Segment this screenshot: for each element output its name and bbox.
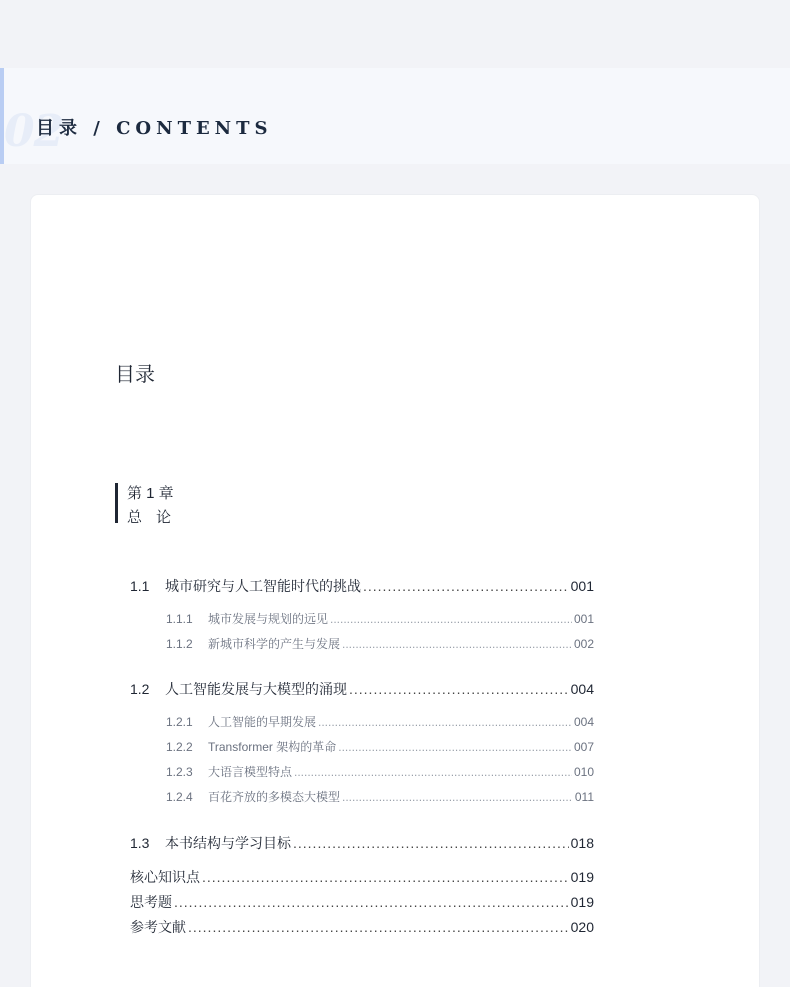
subsection-page: 007	[573, 740, 594, 754]
leader-dots	[363, 578, 569, 594]
leader-dots	[202, 869, 569, 885]
leader-dots	[338, 740, 572, 754]
subsection-page: 001	[573, 612, 594, 626]
leader-dots	[330, 612, 572, 626]
extra-title: 参考文献	[130, 919, 186, 935]
leader-dots	[174, 894, 569, 910]
subsection-page: 004	[573, 715, 594, 729]
section-number: 1.2	[130, 681, 150, 697]
toc-questions[interactable]	[130, 892, 594, 912]
subsection-title: 新城市科学的产生与发展	[208, 637, 341, 651]
leader-dots	[188, 919, 569, 935]
chapter-number: 第 1 章	[127, 485, 174, 502]
leader-dots	[293, 835, 569, 851]
toc-section-1-3[interactable]	[130, 833, 594, 853]
subsection-number: 1.2.3	[166, 765, 193, 779]
toc-references[interactable]	[130, 917, 594, 937]
leader-dots	[342, 790, 573, 804]
section-title: 城市研究与人工智能时代的挑战	[165, 578, 361, 594]
leader-dots	[318, 715, 572, 729]
toc-section-1-2[interactable]	[130, 679, 594, 699]
leader-dots	[294, 765, 572, 779]
subsection-page: 002	[573, 637, 594, 651]
subsection-title: Transformer 架构的革命	[208, 740, 337, 754]
section-page: 001	[570, 578, 594, 594]
chapter-heading	[115, 482, 185, 530]
leader-dots	[342, 637, 572, 651]
toc-subsection-1-2-3[interactable]	[166, 763, 594, 780]
toc-subsection-1-1-1[interactable]	[166, 610, 594, 627]
subsection-number: 1.1.1	[166, 612, 193, 626]
top-band	[0, 0, 790, 68]
toc-section-1-1[interactable]	[130, 576, 594, 596]
toc-subsection-1-2-1[interactable]	[166, 713, 594, 730]
subsection-title: 人工智能的早期发展	[208, 715, 317, 729]
toc-core-points[interactable]	[130, 867, 594, 887]
chapter-name: 总论	[127, 509, 186, 526]
toc-subsection-1-2-2[interactable]	[166, 738, 594, 755]
section-title: 本书结构与学习目标	[165, 835, 291, 851]
section-number: 1.3	[130, 835, 150, 851]
extra-page: 019	[570, 869, 594, 885]
extra-page: 020	[570, 919, 594, 935]
extra-page: 019	[570, 894, 594, 910]
section-page: 018	[570, 835, 594, 851]
extra-title: 思考题	[130, 894, 172, 910]
subsection-title: 大语言模型特点	[208, 765, 293, 779]
subsection-number: 1.2.4	[166, 790, 193, 804]
subsection-number: 1.2.1	[166, 715, 193, 729]
subsection-page: 010	[573, 765, 594, 779]
section-page: 004	[570, 681, 594, 697]
subsection-title: 城市发展与规划的远见	[208, 612, 329, 626]
header-title: 目录 / CONTENTS	[36, 118, 273, 139]
chapter-bar	[115, 483, 118, 523]
header-watermark-number: 02	[4, 106, 64, 157]
toc-title: 目录	[115, 364, 155, 386]
leader-dots	[349, 681, 569, 697]
subsection-number: 1.2.2	[166, 740, 193, 754]
section-title: 人工智能发展与大模型的涌现	[165, 681, 347, 697]
toc-subsection-1-2-4[interactable]	[166, 788, 594, 805]
subsection-number: 1.1.2	[166, 637, 193, 651]
section-header	[0, 68, 790, 164]
section-number: 1.1	[130, 578, 150, 594]
subsection-title: 百花齐放的多模态大模型	[208, 790, 341, 804]
extra-title: 核心知识点	[130, 869, 200, 885]
toc-subsection-1-1-2[interactable]	[166, 635, 594, 652]
subsection-page: 011	[574, 790, 594, 804]
